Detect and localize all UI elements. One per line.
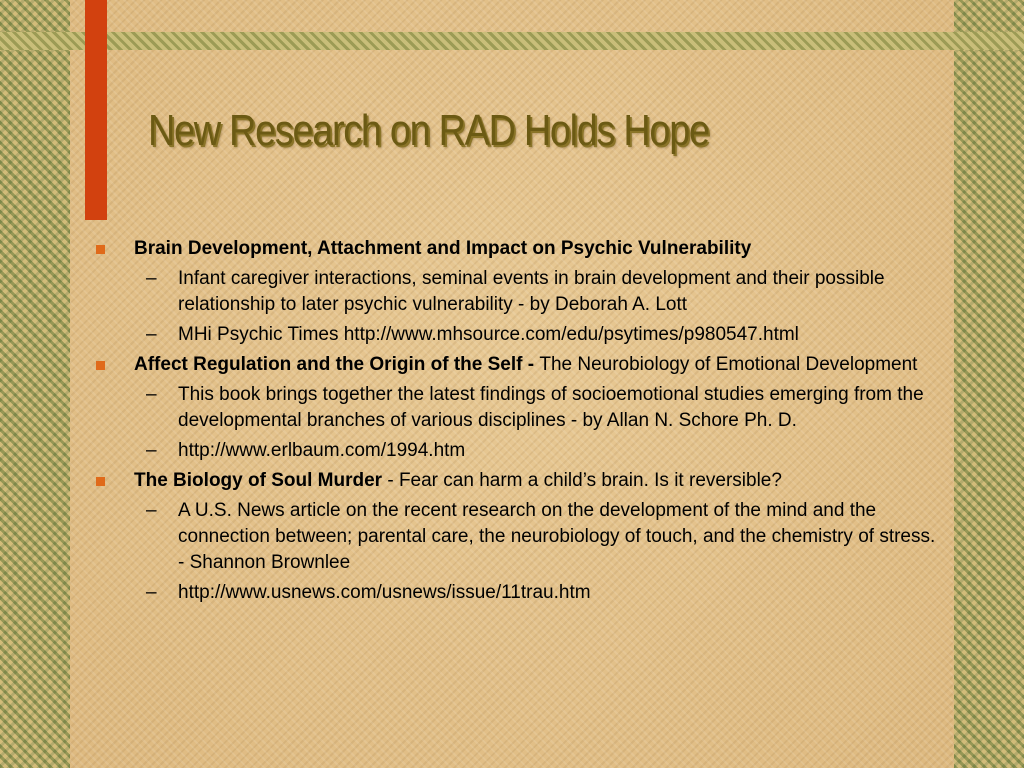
sub-item xyxy=(96,266,946,318)
sub-item xyxy=(96,498,946,576)
bullet-heading: Brain Development, Attachment and Impact on Psychic Vulnerability xyxy=(134,238,752,259)
dash-marker: – xyxy=(146,582,157,603)
sub-item xyxy=(96,322,946,348)
dash-marker: – xyxy=(146,324,157,345)
sub-item-text: A U.S. News article on the recent research on the development of the mind and the connection between; parental care, the neurobiology of touch, and the chemistry of stress. - Shannon Brownlee xyxy=(178,500,936,573)
left-pattern-border xyxy=(0,0,70,768)
square-bullet-icon xyxy=(96,245,105,254)
bullet-heading: Affect Regulation and the Origin of the Self - xyxy=(134,354,540,375)
slide-title: New Research on RAD Holds Hope xyxy=(148,106,709,155)
square-bullet-icon xyxy=(96,477,105,486)
bullet-soul-murder xyxy=(96,468,946,494)
dash-marker: – xyxy=(146,384,157,405)
accent-bar xyxy=(85,0,107,220)
bullet-heading: The Biology of Soul Murder xyxy=(134,470,383,491)
sub-item-text: Infant caregiver interactions, seminal events in brain development and their possible relationship to later psychic vulnerability - by Deborah A. Lott xyxy=(178,268,885,315)
sub-item-text: MHi Psychic Times http://www.mhsource.com/edu/psytimes/p980547.html xyxy=(178,324,799,345)
bullet-description: The Neurobiology of Emotional Development xyxy=(539,354,918,375)
sub-item-text: http://www.usnews.com/usnews/issue/11trau.htm xyxy=(178,582,591,603)
sub-item xyxy=(96,580,946,606)
sub-item xyxy=(96,382,946,434)
slide-content xyxy=(96,236,946,610)
bullet-description: - Fear can harm a child’s brain. Is it reversible? xyxy=(382,470,782,491)
dash-marker: – xyxy=(146,268,157,289)
sub-item-text: This book brings together the latest findings of socioemotional studies emerging from the developmental branches of various disciplines - by Allan N. Schore Ph. D. xyxy=(178,384,924,431)
sub-item xyxy=(96,438,946,464)
sub-item-text: http://www.erlbaum.com/1994.htm xyxy=(178,440,466,461)
bullet-affect-regulation xyxy=(96,352,946,378)
bullet-brain-development xyxy=(96,236,946,262)
dash-marker: – xyxy=(146,500,157,521)
top-pattern-stripe xyxy=(0,32,1024,50)
right-pattern-border xyxy=(954,0,1024,768)
dash-marker: – xyxy=(146,440,157,461)
square-bullet-icon xyxy=(96,361,105,370)
